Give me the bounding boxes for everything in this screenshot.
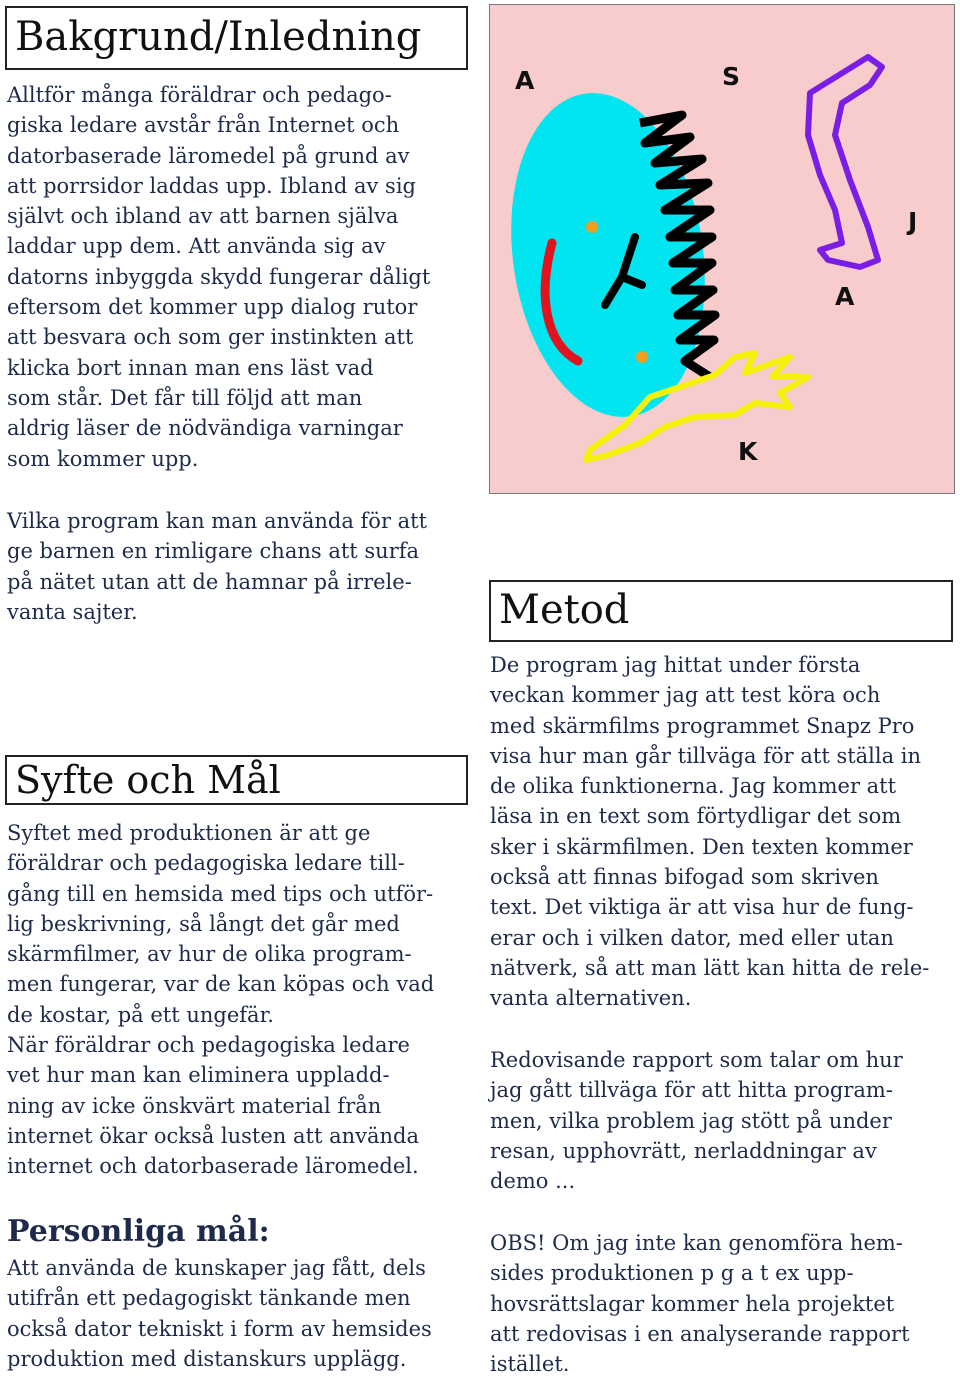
heading-bakgrund: Bakgrund/Inledning bbox=[5, 6, 468, 70]
background-paragraph: Alltför många föräldrar och pedago- giska ledare avstår från Internet och datorbaserade läromedel på grund av att porrsidor laddas upp. Ibland av sig självt och ibland av att barnen själva laddar upp dem. Att använda sig av datorns inbyggda skydd fungerar dåligt eftersom det kommer upp dialog rutor att besvara och som ger instinkten att klicka bort innan man ens läst vad som står. Det får till följd att man aldrig läser de nödvändiga varningar som kommer upp. bbox=[7, 83, 431, 471]
method-paragraph: De program jag hittat under första veckan kommer jag att test köra och med skärmfilms programmet Snapz Pro visa hur man går tillväga för att ställa in de olika funktionerna. Jag kommer att läsa in en text som förtydligar det som sker i skärmfilmen. Den texten kommer också att finnas bifogad som skriven text. Det viktiga är att visa hur de fung- erar och i vilken dator, med eller utan nätverk, så att man lätt kan hitta de rele- vanta alternativen. bbox=[490, 653, 930, 1011]
purpose-paragraph: Syftet med produktionen är att ge föräldrar och pedagogiska ledare till- gång till en hemsida med tips och utför- lig beskrivning, så långt det går med skärmfilmer, av hur de olika program- men fungerar, var de kan köpas och vad de kostar, på ett ungefär. När föräldrar och pedagogiska ledare vet hur man kan eliminera uppladd- ning av icke önskvärt material från internet ökar också lusten att använda internet och datorbaserade läromedel. bbox=[7, 821, 435, 1179]
question-paragraph: Vilka program kan man använda för att ge barnen en rimligare chans att surfa på nätet utan att de hamnar på irrele- vanta sajter. bbox=[7, 509, 428, 624]
drawing-canvas bbox=[490, 5, 954, 493]
letter-a-mid: A bbox=[835, 282, 855, 311]
heading-personliga-mal: Personliga mål: bbox=[7, 1214, 270, 1249]
leg-outline bbox=[808, 57, 882, 267]
letter-a-top: A bbox=[515, 66, 535, 95]
heading-metod: Metod bbox=[489, 580, 953, 642]
letter-s: S bbox=[722, 62, 741, 91]
report-paragraph: Redovisande rapport som talar om hur jag gått tillväga för att hitta program- men, vilka problem jag stött på under resan, upphovrätt, nerladdningar av demo ... bbox=[490, 1048, 903, 1194]
obs-paragraph: OBS! Om jag inte kan genomföra hem- sides produktionen p g a t ex upp- hovsrättslagar kommer hela projektet att redovisas i en analyserande rapport istället. bbox=[490, 1231, 910, 1377]
child-drawing bbox=[489, 4, 955, 494]
letter-j: J bbox=[908, 207, 918, 236]
eye-left bbox=[586, 221, 598, 233]
heading-syfte: Syfte och Mål bbox=[5, 755, 468, 805]
personal-goals-paragraph: Att använda de kunskaper jag fått, dels utifrån ett pedagogiskt tänkande men också dator tekniskt i form av hemsides produktion med distanskurs upplägg. bbox=[7, 1256, 432, 1371]
eye-right bbox=[636, 351, 648, 363]
letter-k: K bbox=[738, 437, 758, 466]
